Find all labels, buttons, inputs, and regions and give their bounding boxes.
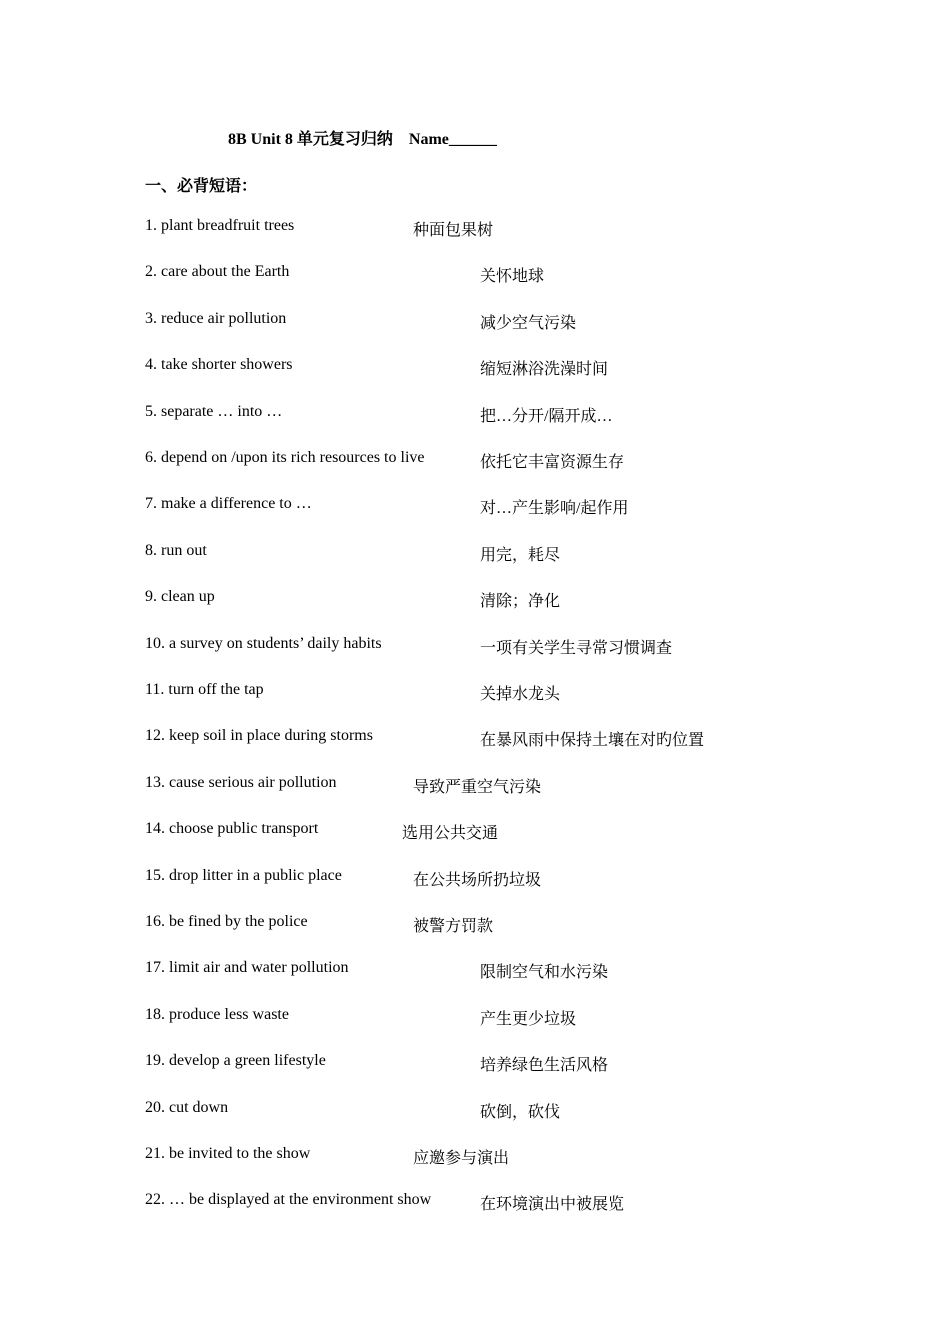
phrase-english: 5. separate … into … [145,403,283,420]
phrase-english: 14. choose public transport [145,820,319,837]
phrase-chinese: 被警方罚款 [413,918,494,935]
phrase-chinese: 用完，耗尽 [480,547,561,564]
phrase-chinese: 在暴风雨中保持土壤在对旳位置 [480,732,705,749]
phrase-chinese: 对…产生影响/起作用 [480,500,629,517]
phrase-english: 17. limit air and water pollution [145,959,349,976]
phrase-row [0,867,950,891]
phrase-english: 20. cut down [145,1099,229,1116]
phrase-row [0,635,950,659]
phrase-english: 19. develop a green lifestyle [145,1052,326,1069]
phrase-english: 18. produce less waste [145,1006,289,1023]
phrase-row [0,1052,950,1076]
phrase-chinese: 关掉水龙头 [480,686,561,703]
phrase-chinese: 产生更少垃圾 [480,1011,577,1028]
phrase-chinese: 缩短淋浴洗澡时间 [480,361,609,378]
phrase-row [0,1191,950,1215]
phrase-row [0,542,950,566]
phrase-row [0,1006,950,1030]
phrase-chinese: 关怀地球 [480,268,545,285]
phrase-row [0,820,950,844]
phrase-english: 22. … be displayed at the environment show [145,1191,432,1208]
phrase-row [0,403,950,427]
section-heading: 一、必背短语： [145,178,258,195]
phrase-row [0,495,950,519]
phrase-row [0,774,950,798]
phrase-english: 21. be invited to the show [145,1145,311,1162]
phrase-row [0,1099,950,1123]
phrase-chinese: 种面包果树 [413,222,494,239]
phrase-english: 6. depend on /upon its rich resources to live [145,449,425,466]
phrase-row [0,310,950,334]
phrase-row [0,449,950,473]
phrase-english: 4. take shorter showers [145,356,293,373]
phrase-chinese: 导致严重空气污染 [413,779,542,796]
phrase-chinese: 在公共场所扔垃圾 [413,872,542,889]
phrase-english: 9. clean up [145,588,215,605]
phrase-row [0,959,950,983]
phrase-english: 8. run out [145,542,207,559]
phrase-chinese: 砍倒，砍伐 [480,1104,561,1121]
phrase-row [0,263,950,287]
phrase-chinese: 选用公共交通 [402,825,499,842]
phrase-row [0,681,950,705]
phrase-chinese: 培养绿色生活风格 [480,1057,609,1074]
phrase-chinese: 把…分开/隔开成… [480,408,613,425]
phrase-row [0,913,950,937]
phrase-row [0,217,950,241]
phrase-english: 16. be fined by the police [145,913,308,930]
document-title: 8B Unit 8 单元复习归纳 Name______ [228,131,497,148]
phrase-english: 2. care about the Earth [145,263,290,280]
phrase-english: 13. cause serious air pollution [145,774,337,791]
phrase-english: 15. drop litter in a public place [145,867,342,884]
phrase-english: 1. plant breadfruit trees [145,217,295,234]
phrase-english: 10. a survey on students’ daily habits [145,635,382,652]
phrase-chinese: 依托它丰富资源生存 [480,454,625,471]
phrase-row [0,727,950,751]
phrase-row [0,1145,950,1169]
phrase-chinese: 在环境演出中被展览 [480,1196,625,1213]
phrase-chinese: 一项有关学生寻常习惯调查 [480,640,673,657]
phrase-chinese: 限制空气和水污染 [480,964,609,981]
phrase-english: 12. keep soil in place during storms [145,727,373,744]
phrase-english: 11. turn off the tap [145,681,264,698]
phrase-chinese: 清除；净化 [480,593,561,610]
phrase-row [0,356,950,380]
phrase-chinese: 应邀参与演出 [413,1150,510,1167]
phrase-english: 3. reduce air pollution [145,310,287,327]
phrase-chinese: 减少空气污染 [480,315,577,332]
phrase-english: 7. make a difference to … [145,495,312,512]
phrase-row [0,588,950,612]
